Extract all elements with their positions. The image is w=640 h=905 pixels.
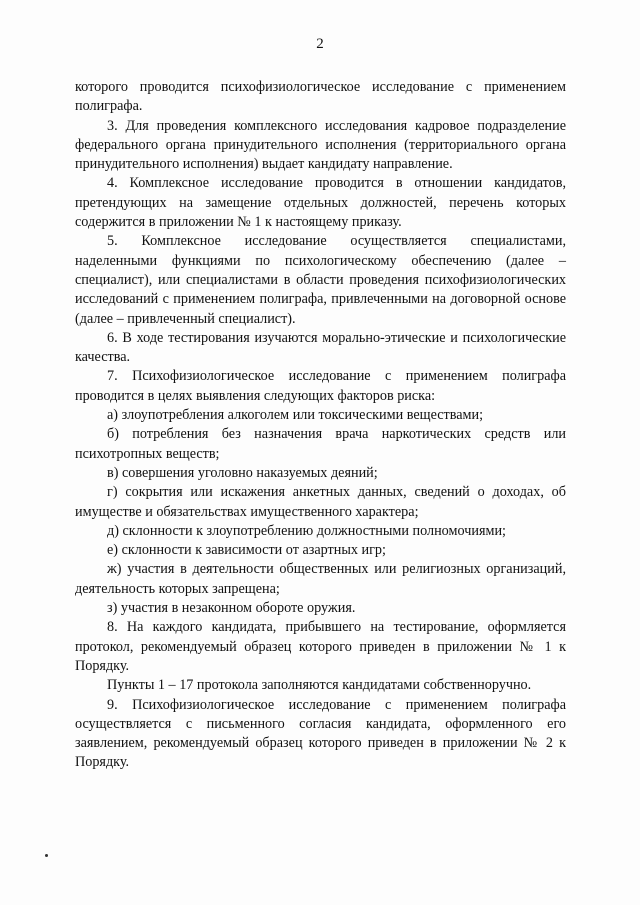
paragraph-continuation: которого проводится психофизиологическое исследование с применением полиграфа. [75, 79, 566, 115]
paragraph-6: 6. В ходе тестирования изучаются морально-этические и психологические качества. [75, 329, 566, 366]
risk-factor-b: б) потребления без назначения врача наркотических средств или психотропных веществ; [75, 426, 566, 462]
paragraph-7: 7. Психофизиологическое исследование с применением полиграфа проводится в целях выявления следующих факторов риска: [75, 368, 566, 404]
paragraph-protocol-note: Пункты 1 – 17 протокола заполняются кандидатами собственноручно. [107, 677, 532, 694]
page-number: 2 [316, 36, 324, 52]
document-body [75, 78, 566, 773]
paragraph-3: 3. Для проведения комплексного исследования кадровое подразделение федерального органа принудительного исполнения (территориального органа принудительного исполнения) выдает кандидату направление. [75, 117, 566, 173]
risk-factor-e: е) склонности к зависимости от азартных игр; [107, 542, 386, 559]
risk-factor-g: г) сокрытия или искажения анкетных данных, сведений о доходах, об имуществе и обязательствах имущественного характера; [75, 484, 566, 520]
paragraph-4: 4. Комплексное исследование проводится в отношении кандидатов, претендующих на замещение отдельных должностей, перечень которых содержится в приложении № 1 к настоящему приказу. [75, 175, 566, 231]
scan-speck [45, 854, 48, 857]
paragraph-8: 8. На каждого кандидата, прибывшего на тестирование, оформляется протокол, рекомендуемый образец которого приведен в приложении № 1 к Порядку. [75, 619, 566, 674]
risk-factor-v: в) совершения уголовно наказуемых деяний; [107, 464, 378, 481]
risk-factor-zh: ж) участия в деятельности общественных или религиозных организаций, деятельность которых запрещена; [75, 561, 566, 597]
risk-factor-z: з) участия в незаконном обороте оружия. [107, 600, 356, 617]
paragraph-9: 9. Психофизиологическое исследование с применением полиграфа осуществляется с письменного согласия кандидата, оформленного его заявлением, рекомендуемый образец которого приведен в приложении № 2 к Порядку. [75, 696, 566, 771]
risk-factor-d: д) склонности к злоупотреблению должностными полномочиями; [107, 522, 506, 539]
risk-factor-a: а) злоупотребления алкоголем или токсическими веществами; [107, 407, 484, 424]
paragraph-5: 5. Комплексное исследование осуществляется специалистами, наделенными функциями по психологическому обеспечению (далее – специалист), или специалистами в области проведения психофизиологических исследований с применением полиграфа, привлеченными на договорной основе (далее – привлеченный специалист). [75, 233, 566, 327]
